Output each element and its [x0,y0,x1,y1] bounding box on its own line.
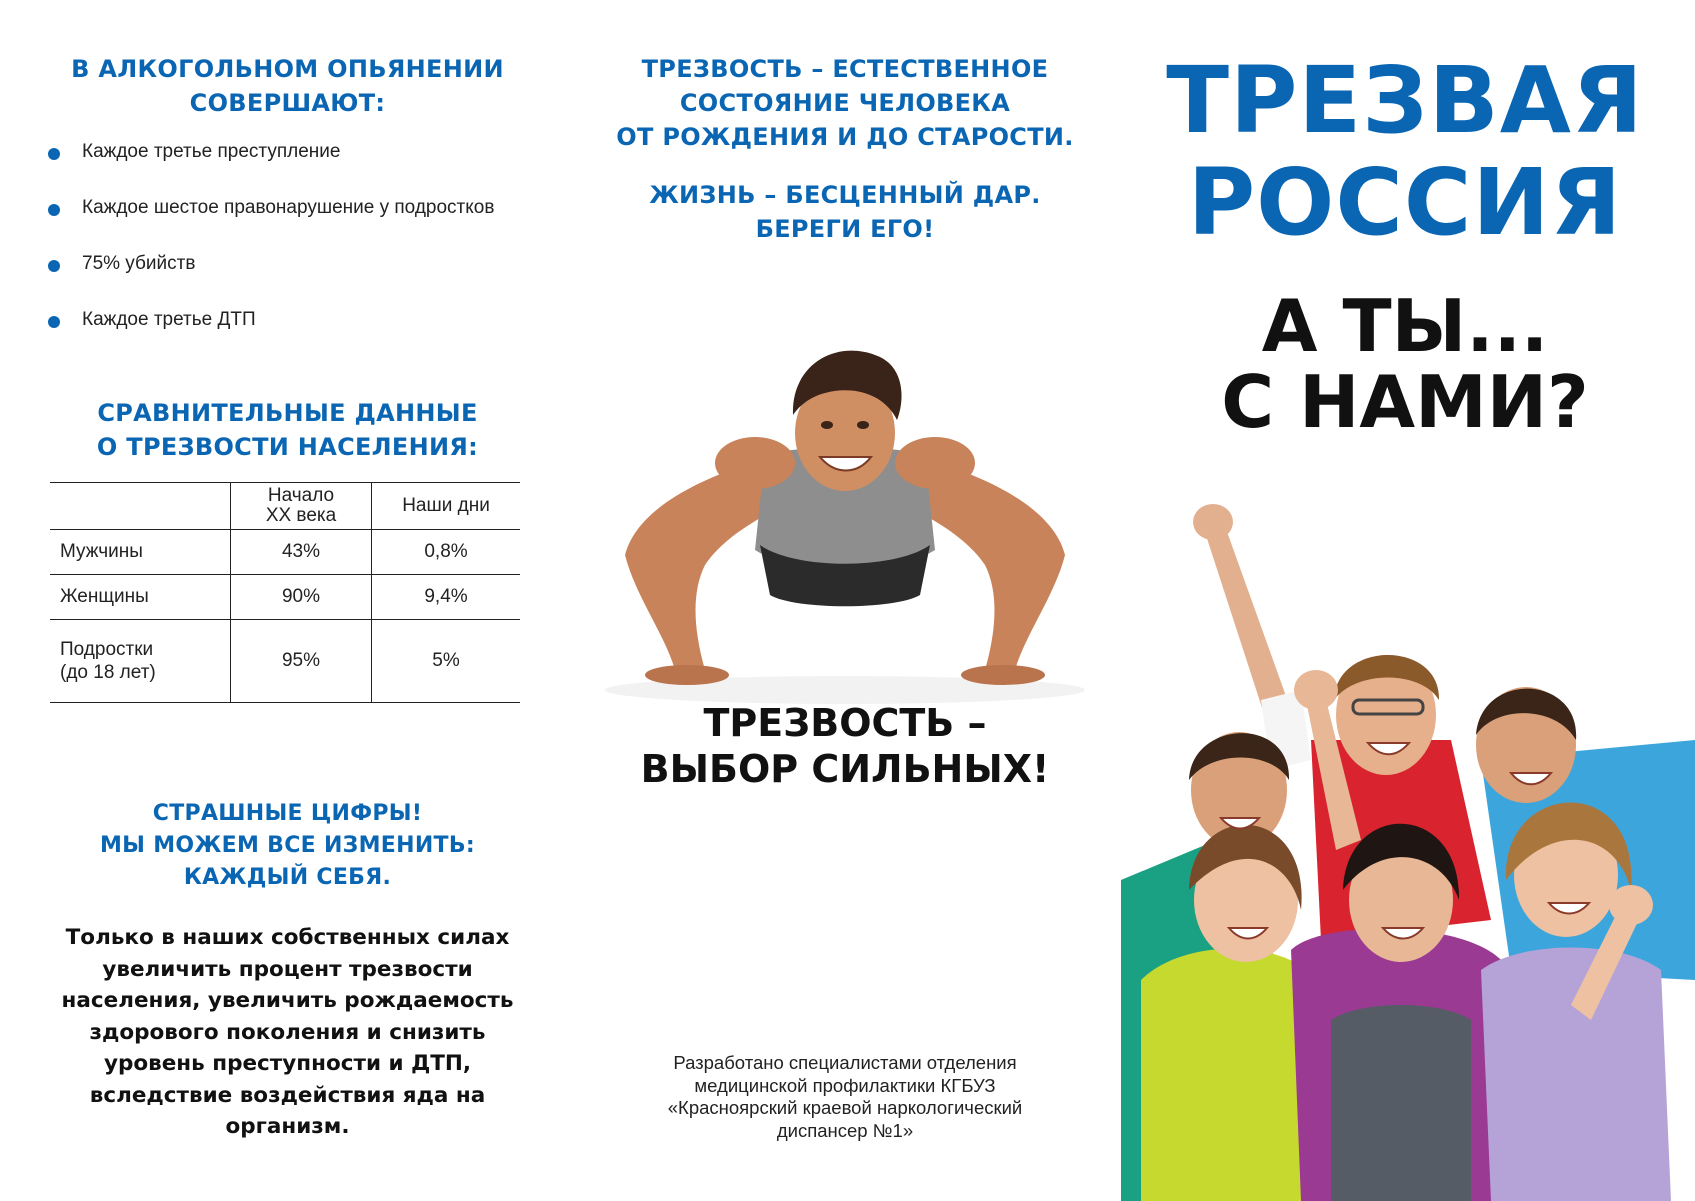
life-gift-heading [575,178,1115,246]
table-row [50,530,520,575]
comparison-heading [20,396,555,464]
body-line: Только в наших собственных силах [65,925,510,950]
table-cell [50,620,231,703]
list-item-text: Каждое шестое правонарушение у подростков [82,197,495,218]
bullet-dot-icon [48,316,60,328]
heading-line: ЖИЗНЬ – БЕСЦЕННЫЙ ДАР. [649,181,1041,209]
list-item-text: 75% убийств [82,253,196,274]
bullet-dot-icon [48,148,60,160]
credit-line: диспансер №1» [776,1119,914,1141]
table-header-cell [50,483,231,530]
crime-stats-list [48,140,568,364]
credit-line: «Красноярский краевой наркологический [667,1097,1023,1118]
table-cell-text: (до 18 лет) [60,662,156,683]
list-item [48,308,568,364]
body-line: населения, увеличить рождаемость [61,988,514,1013]
table-cell: 5% [372,620,521,703]
table-row [50,575,520,620]
question-line: С НАМИ? [1221,360,1589,444]
heading-line: ОТ РОЖДЕНИЯ И ДО СТАРОСТИ. [616,123,1074,151]
happy-youth-group-image [1121,500,1695,1201]
body-line: организм. [225,1114,350,1139]
table-cell: Женщины [50,575,231,620]
question-are-you-with-us [1115,284,1695,444]
body-line: здорового поколения и снизить [89,1019,486,1045]
comparison-heading-line: О ТРЕЗВОСТИ НАСЕЛЕНИЯ: [96,433,479,461]
table-header-text: XX века [265,505,337,526]
panel-right [1115,0,1695,1201]
panel-left [0,0,575,1201]
table-header-cell [231,483,372,530]
heading-line: ТРЕЗВОСТЬ – ЕСТЕСТВЕННОЕ [641,55,1049,83]
comparison-heading-line: СРАВНИТЕЛЬНЫЕ ДАННЫЕ [97,399,478,427]
scary-heading-line: СТРАШНЫЕ ЦИФРЫ! [152,801,423,826]
heading-line: БЕРЕГИ ЕГО! [755,215,935,243]
crime-heading-line: В АЛКОГОЛЬНОМ ОПЬЯНЕНИИ [71,55,504,83]
call-to-action-text [20,922,555,1143]
bullet-dot-icon [48,204,60,216]
table-header-text: Начало [267,485,335,506]
table-header-cell: Наши дни [372,483,521,530]
list-item-text: Каждое третье преступление [82,141,341,162]
slogan-line: ТРЕЗВОСТЬ – [703,701,987,745]
list-item [48,252,568,308]
body-line: уровень преступности и ДТП, [103,1051,472,1076]
table-cell: 0,8% [372,530,521,575]
credit-line: медицинской профилактики КГБУЗ [694,1074,996,1096]
bullet-dot-icon [48,260,60,272]
table-cell-text: Подростки [60,639,154,660]
scary-heading-line: МЫ МОЖЕМ ВСЕ ИЗМЕНИТЬ: [99,833,475,858]
table-cell: 43% [231,530,372,575]
crime-heading-line: СОВЕРШАЮТ: [189,89,386,117]
author-credit [575,1052,1115,1142]
table-cell: 90% [231,575,372,620]
title-line: ТРЕЗВАЯ [1166,47,1644,154]
list-item-text: Каждое третье ДТП [82,309,256,330]
panel-middle [575,0,1115,1201]
list-item [48,196,568,252]
body-line: увеличить процент трезвости [102,956,473,982]
slogan [575,700,1115,792]
scary-numbers-heading [20,798,555,894]
crime-heading [20,52,555,120]
title-sober-russia [1115,47,1695,256]
credit-line: Разработано специалистами отделения [673,1052,1017,1073]
scary-heading-line: КАЖДЫЙ СЕБЯ. [183,865,392,890]
list-item [48,140,568,196]
table-cell: 95% [231,620,372,703]
table-cell: Мужчины [50,530,231,575]
table-row [50,620,520,703]
body-line: вследствие воздействия яда на [89,1082,486,1108]
sobriety-comparison-table [50,482,520,703]
sobriety-natural-heading [575,52,1115,154]
table-header-row [50,483,520,530]
pushup-man-image [595,345,1095,705]
title-line: РОССИЯ [1187,149,1623,256]
question-line: А ТЫ... [1261,284,1549,368]
heading-line: СОСТОЯНИЕ ЧЕЛОВЕКА [679,89,1011,117]
table-cell: 9,4% [372,575,521,620]
slogan-line: ВЫБОР СИЛЬНЫХ! [640,747,1050,791]
